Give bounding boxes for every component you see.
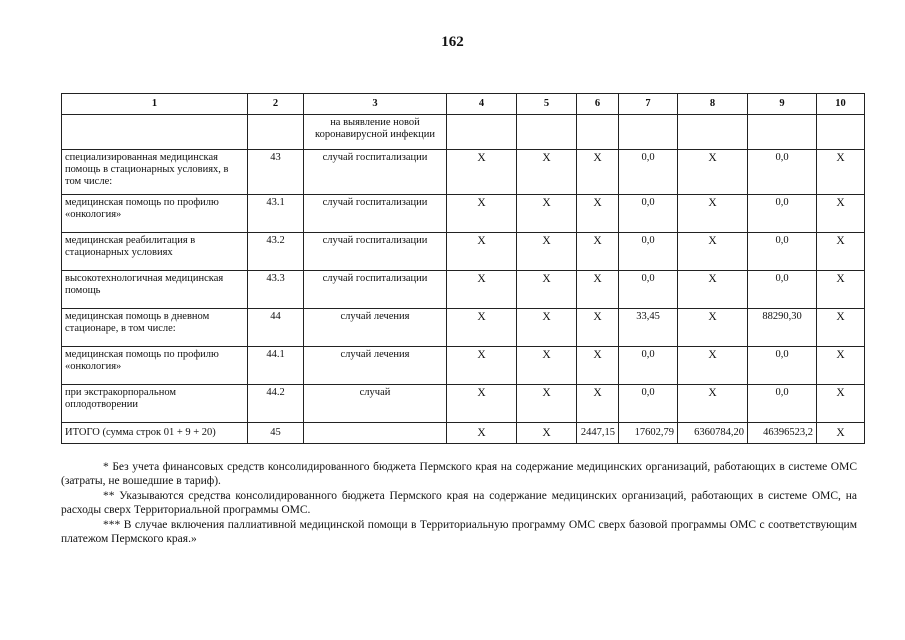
footnotes bbox=[61, 460, 857, 546]
total-row bbox=[62, 423, 865, 444]
cell-col7: 0,0 bbox=[619, 195, 678, 233]
empty-cell bbox=[62, 115, 248, 150]
total-col7: 17602,79 bbox=[619, 423, 678, 444]
row-code: 43.1 bbox=[248, 195, 304, 233]
cell-col8: X bbox=[678, 347, 748, 385]
row-unit: случай лечения bbox=[304, 347, 447, 385]
cell-col10: X bbox=[817, 271, 865, 309]
cell-col5: X bbox=[517, 385, 577, 423]
cell-col5: X bbox=[517, 150, 577, 195]
header-cell: 9 bbox=[748, 94, 817, 115]
row-code: 43.2 bbox=[248, 233, 304, 271]
cell-col7: 0,0 bbox=[619, 150, 678, 195]
row-unit: случай госпитализации bbox=[304, 233, 447, 271]
cell-col10: X bbox=[817, 309, 865, 347]
cell-col4: X bbox=[447, 195, 517, 233]
cell-col7: 0,0 bbox=[619, 385, 678, 423]
cell-col9: 0,0 bbox=[748, 347, 817, 385]
table-row bbox=[62, 347, 865, 385]
row-name: специализированная медицинская помощь в стационарных условиях, в том числе: bbox=[62, 150, 248, 195]
cell-col4: X bbox=[447, 271, 517, 309]
row-code: 44 bbox=[248, 309, 304, 347]
total-col9: 46396523,2 bbox=[748, 423, 817, 444]
cell-col9: 0,0 bbox=[748, 385, 817, 423]
cell-col9: 0,0 bbox=[748, 195, 817, 233]
table-row bbox=[62, 271, 865, 309]
total-col8: 6360784,20 bbox=[678, 423, 748, 444]
cell-col7: 33,45 bbox=[619, 309, 678, 347]
total-col5: X bbox=[517, 423, 577, 444]
cell-col9: 0,0 bbox=[748, 150, 817, 195]
cell-col6: X bbox=[577, 347, 619, 385]
cell-col7: 0,0 bbox=[619, 233, 678, 271]
cell-col4: X bbox=[447, 385, 517, 423]
total-col10: X bbox=[817, 423, 865, 444]
cell-col6: X bbox=[577, 195, 619, 233]
empty-cell bbox=[577, 115, 619, 150]
cell-col10: X bbox=[817, 385, 865, 423]
row-unit: случай bbox=[304, 385, 447, 423]
row-code: 43 bbox=[248, 150, 304, 195]
row-unit: случай госпитализации bbox=[304, 195, 447, 233]
cell-col9: 88290,30 bbox=[748, 309, 817, 347]
total-col6: 2447,15 bbox=[577, 423, 619, 444]
cell-col6: X bbox=[577, 271, 619, 309]
cell-col9: 0,0 bbox=[748, 271, 817, 309]
empty-cell bbox=[517, 115, 577, 150]
cell-col5: X bbox=[517, 233, 577, 271]
empty-cell bbox=[619, 115, 678, 150]
page-number: 162 bbox=[441, 34, 464, 50]
empty-cell bbox=[748, 115, 817, 150]
cell-col7: 0,0 bbox=[619, 271, 678, 309]
row-code: 44.2 bbox=[248, 385, 304, 423]
total-name: ИТОГО (сумма строк 01 + 9 + 20) bbox=[62, 423, 248, 444]
header-cell: 6 bbox=[577, 94, 619, 115]
cell-col6: X bbox=[577, 233, 619, 271]
cell-col8: X bbox=[678, 385, 748, 423]
row-name: медицинская помощь по профилю «онкология» bbox=[62, 347, 248, 385]
row-name: при экстракорпоральном оплодотворении bbox=[62, 385, 248, 423]
cell-col5: X bbox=[517, 347, 577, 385]
cell-col4: X bbox=[447, 309, 517, 347]
row-unit: случай госпитализации bbox=[304, 150, 447, 195]
table-row bbox=[62, 233, 865, 271]
empty-cell bbox=[248, 115, 304, 150]
table-row bbox=[62, 385, 865, 423]
cell-col6: X bbox=[577, 150, 619, 195]
cell-col6: X bbox=[577, 385, 619, 423]
table-row bbox=[62, 150, 865, 195]
header-cell: 5 bbox=[517, 94, 577, 115]
header-cell: 4 bbox=[447, 94, 517, 115]
cell-col5: X bbox=[517, 309, 577, 347]
header-cell: 8 bbox=[678, 94, 748, 115]
financing-table bbox=[61, 93, 865, 444]
cell-col5: X bbox=[517, 271, 577, 309]
cell-col4: X bbox=[447, 233, 517, 271]
cell-col8: X bbox=[678, 195, 748, 233]
empty-cell bbox=[447, 115, 517, 150]
total-col4: X bbox=[447, 423, 517, 444]
header-cell: 2 bbox=[248, 94, 304, 115]
table-row bbox=[62, 309, 865, 347]
row-unit: случай лечения bbox=[304, 309, 447, 347]
table-row bbox=[62, 195, 865, 233]
cell-col8: X bbox=[678, 150, 748, 195]
header-cell: 10 bbox=[817, 94, 865, 115]
cell-col5: X bbox=[517, 195, 577, 233]
row-unit: случай госпитализации bbox=[304, 271, 447, 309]
cell-col8: X bbox=[678, 271, 748, 309]
cell-col10: X bbox=[817, 150, 865, 195]
empty-cell bbox=[678, 115, 748, 150]
continuation-cell: на выявление новой коронавирусной инфекции bbox=[304, 115, 447, 150]
cell-col10: X bbox=[817, 195, 865, 233]
row-name: медицинская помощь в дневном стационаре, в том числе: bbox=[62, 309, 248, 347]
row-name: медицинская помощь по профилю «онкология» bbox=[62, 195, 248, 233]
row-name: медицинская реабилитация в стационарных условиях bbox=[62, 233, 248, 271]
cell-col10: X bbox=[817, 347, 865, 385]
cell-col4: X bbox=[447, 150, 517, 195]
continuation-row bbox=[62, 115, 865, 150]
cell-col10: X bbox=[817, 233, 865, 271]
total-unit bbox=[304, 423, 447, 444]
cell-col8: X bbox=[678, 309, 748, 347]
cell-col8: X bbox=[678, 233, 748, 271]
empty-cell bbox=[817, 115, 865, 150]
total-code: 45 bbox=[248, 423, 304, 444]
cell-col7: 0,0 bbox=[619, 347, 678, 385]
cell-col4: X bbox=[447, 347, 517, 385]
header-cell: 7 bbox=[619, 94, 678, 115]
footnote-3: *** В случае включения паллиативной медицинской помощи в Территориальную программу ОМС сверх базовой программы ОМС с соответствующим платежом Пермского края.» bbox=[61, 519, 857, 545]
footnote-2: ** Указываются средства консолидированного бюджета Пермского края на содержание медицинских организаций, работающих в системе ОМС, на расходы сверх Территориальной программы ОМС. bbox=[61, 490, 857, 516]
row-name: высокотехнологичная медицинская помощь bbox=[62, 271, 248, 309]
header-row bbox=[62, 94, 865, 115]
footnote-1: * Без учета финансовых средств консолидированного бюджета Пермского края на содержание медицинских организаций, работающих в системе ОМС (затраты, не вошедшие в тариф). bbox=[61, 461, 857, 487]
cell-col9: 0,0 bbox=[748, 233, 817, 271]
row-code: 44.1 bbox=[248, 347, 304, 385]
header-cell: 3 bbox=[304, 94, 447, 115]
row-code: 43.3 bbox=[248, 271, 304, 309]
cell-col6: X bbox=[577, 309, 619, 347]
header-cell: 1 bbox=[62, 94, 248, 115]
